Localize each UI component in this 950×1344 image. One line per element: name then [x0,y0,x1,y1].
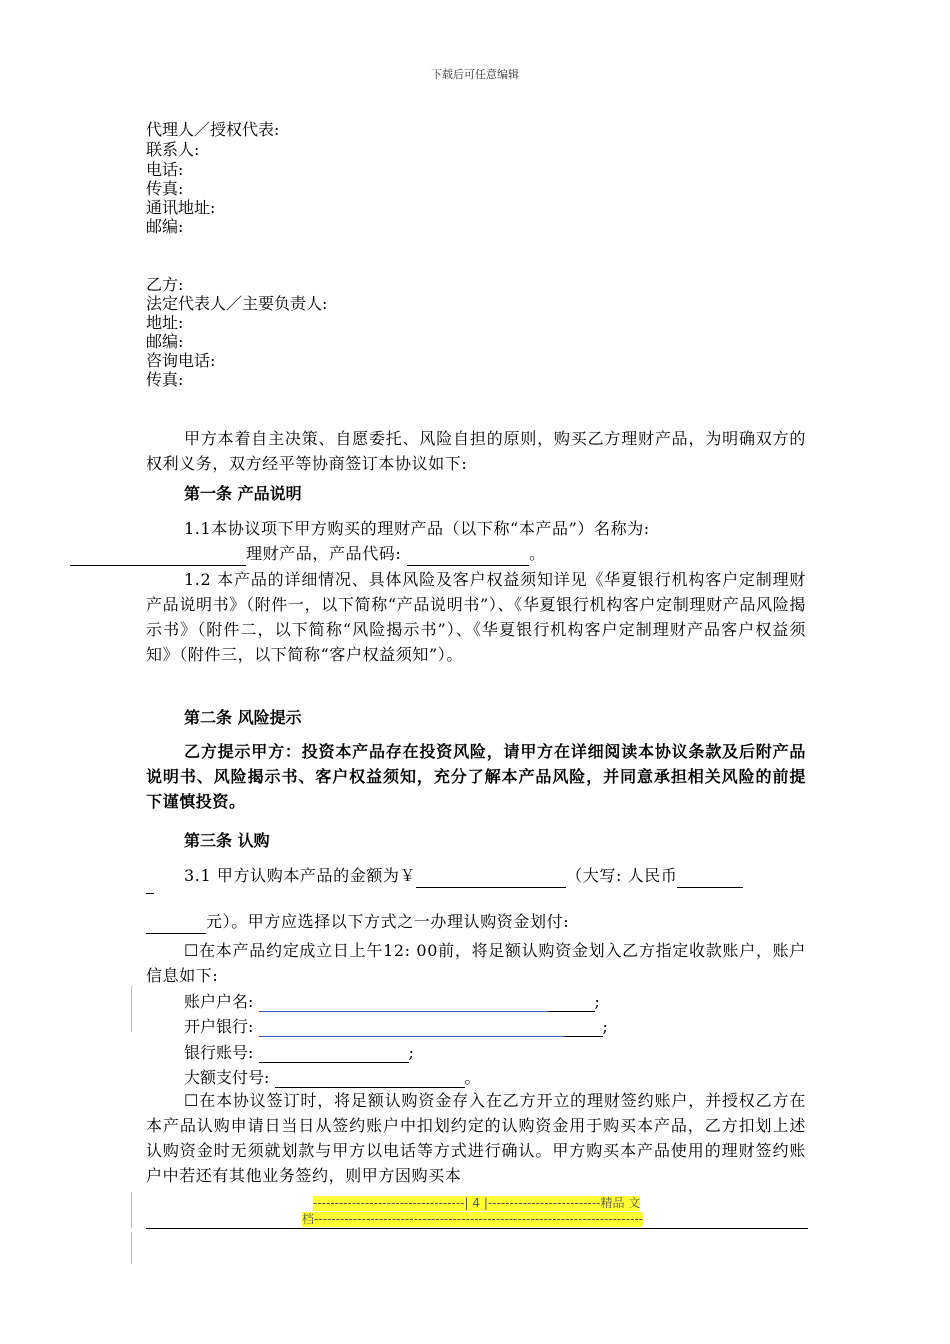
bank-blank[interactable] [259,1018,565,1037]
clause-1-1-text: 1.1本协议项下甲方购买的理财产品（以下称“本产品”）名称为: [184,519,650,538]
product-name-blank[interactable] [70,547,246,566]
partyA-contact-label: 联系人: [146,140,200,159]
semicolon: ; [408,1043,414,1062]
account-name-blank[interactable] [259,993,549,1012]
pay-no-row [184,1068,481,1088]
partyB-hotline-label: 咨询电话: [146,351,216,370]
semicolon: ; [602,1017,608,1036]
page-header: 下载后可任意编辑 [431,68,519,81]
risk-warning-paragraph: 乙方提示甲方：投资本产品存在投资风险，请甲方在详细阅读本协议条款及后附产品说明书、风险揭示书、客户权益须知，充分了解本产品风险，并同意承担相关风险的前提下谨慎投资。 [146,742,806,811]
footer-doc-line: 档---------------------------------------------------------------------------- [302,1212,644,1226]
article3-title: 第三条 认购 [184,831,270,850]
clause-end-mark: 。 [529,544,546,563]
bank-blank-tail[interactable] [565,1018,603,1037]
amount-label: 3.1 甲方认购本产品的金额为￥ [184,866,417,885]
account-no-row [184,1043,414,1063]
amount-blank[interactable] [416,869,566,888]
partyA-postcode-label: 邮编: [146,217,184,236]
partyA-address-label: 通讯地址: [146,198,216,217]
article1-title: 第一条 产品说明 [184,484,302,503]
footer-rule [146,1228,808,1229]
intro-paragraph: 甲方本着自主决策、自愿委托、风险自担的原则，购买乙方理财产品，为明确双方的权利义务，双方经平等协商签订本协议如下: [146,429,806,473]
revision-bar [131,986,132,1032]
account-name-label: 账户户名: [184,992,254,1011]
account-name-blank-tail[interactable] [549,993,595,1012]
wrap-underline-stub [146,893,154,894]
footer-page-line: -----------------------------------| 4 |--------------------------精品 文 [313,1196,641,1210]
partyA-phone-label: 电话: [146,160,184,179]
pay-no-label: 大额支付号: [184,1068,270,1087]
bank-label: 开户银行: [184,1017,254,1036]
semicolon: ; [594,992,600,1011]
account-name-row [184,992,600,1012]
article2-title: 第二条 风险提示 [184,708,302,727]
account-no-blank[interactable] [259,1044,409,1063]
amount-words-blank-cont[interactable] [146,915,206,934]
revision-bar [131,1232,132,1264]
partyB-address-label: 地址: [146,313,184,332]
partyA-fax-label: 传真: [146,179,184,198]
partyB-label: 乙方: [146,275,184,294]
pay-no-blank[interactable] [275,1069,465,1088]
amount-words-label: （大写: 人民币 [566,866,678,885]
product-code-blank[interactable] [407,547,529,566]
payment-option-2[interactable]: ☐在本协议签订时，将足额认购资金存入在乙方开立的理财签约账户，并授权乙方在本产品认购申请日当日从签约账户中扣划约定的认购资金用于购买本产品，乙方扣划上述认购资金时无须就划款与甲方以电话等方式进行确认。甲方购买本产品使用的理财签约账户中若还有其他业务签约，则甲方因购买本 [146,1091,806,1185]
period: 。 [464,1068,481,1087]
amount-words-blank[interactable] [677,869,743,888]
payment-method-text: 元）。甲方应选择以下方式之一办理认购资金划付: [206,912,570,931]
account-no-label: 银行账号: [184,1043,254,1062]
payment-option-1[interactable]: ☐在本产品约定成立日上午12: 00前，将足额认购资金划入乙方指定收款账户，账户信息如下: [146,941,806,985]
article3-clause-3-1 [146,863,806,888]
partyB-postcode-label: 邮编: [146,332,184,351]
partyA-agent-label: 代理人／授权代表: [146,120,280,139]
bank-row [184,1017,608,1037]
partyB-legal-rep-label: 法定代表人／主要负责人: [146,294,328,313]
revision-bar [131,1192,132,1228]
article1-clause-1-2: 1.2 本产品的详细情况、具体风险及客户权益须知详见《华夏银行机构客户定制理财产品说明书》（附件一，以下简称“产品说明书”）、《华夏银行机构客户定制理财产品风险揭示书》（附件二，以下简称“风险揭示书”）、《华夏银行机构客户定制理财产品客户权益须知》（附件三，以下简称“客户权益须知”）。 [146,570,806,664]
partyB-fax-label: 传真: [146,370,184,389]
article3-payment-intro [146,909,806,934]
product-code-text: 理财产品，产品代码: [246,544,402,563]
article1-clause-1-1 [146,516,806,566]
